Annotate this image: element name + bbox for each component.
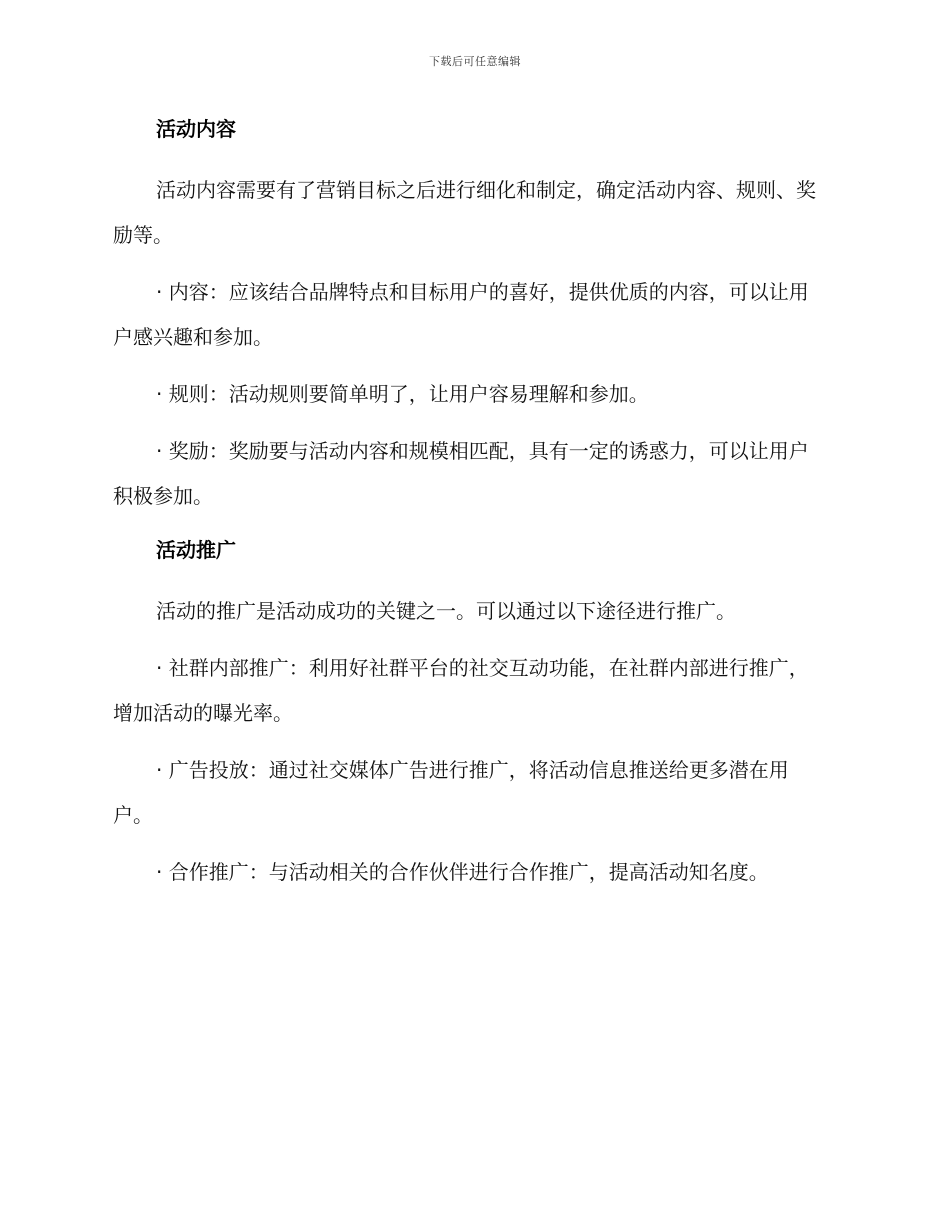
bullet-content: · 内容：应该结合品牌特点和目标用户的喜好，提供优质的内容，可以让用户感兴趣和参加。 (113, 280, 809, 349)
section-heading-activity-content: 活动内容 (156, 117, 236, 141)
paragraph-intro-content: 活动内容需要有了营销目标之后进行细化和制定，确定活动内容、规则、奖励等。 (113, 178, 816, 247)
page-header-note: 下载后可任意编辑 (429, 55, 521, 68)
document-body (113, 110, 823, 907)
section-heading-activity-promotion: 活动推广 (156, 538, 236, 562)
bullet-community-promotion: · 社群内部推广：利用好社群平台的社交互动功能，在社群内部进行推广，增加活动的曝光率。 (113, 656, 809, 725)
bullet-rules: · 规则：活动规则要简单明了，让用户容易理解和参加。 (156, 382, 649, 406)
paragraph-intro-promotion: 活动的推广是活动成功的关键之一。可以通过以下途径进行推广。 (156, 599, 736, 623)
bullet-partner-promotion: · 合作推广：与活动相关的合作伙伴进行合作推广，提高活动知名度。 (156, 860, 769, 884)
bullet-rewards: · 奖励：奖励要与活动内容和规模相匹配，具有一定的诱惑力，可以让用户积极参加。 (113, 439, 809, 508)
bullet-advertising: · 广告投放：通过社交媒体广告进行推广，将活动信息推送给更多潜在用户。 (113, 758, 789, 827)
